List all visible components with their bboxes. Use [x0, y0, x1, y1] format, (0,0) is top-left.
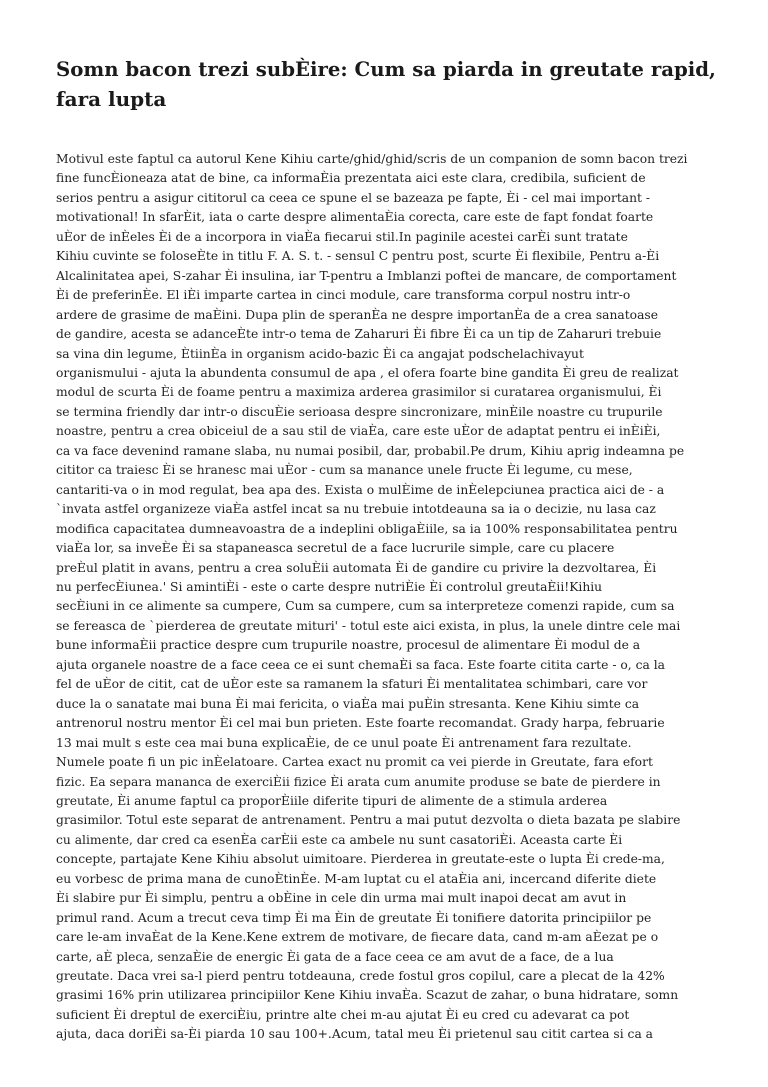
body-line: Kihiu cuvinte se foloseÈte in titlu F. A. S. t. - sensul C pentru post, scurte Èi flexibile, Pentru a-Èi — [56, 249, 660, 264]
body-line: carte, aÈ pleca, senzaÈie de energic Èi gata de a face ceea ce am avut de a face, de a lua — [56, 949, 614, 964]
body-line: ardere de grasime de maÈini. Dupa plin de speranÈa ne despre importanÈa de a crea sanatoase — [56, 307, 658, 322]
title-line: Somn bacon trezi subÈire: Cum sa piarda in greutate rapid, — [56, 57, 716, 81]
body-line: viaÈa lor, sa inveÈe Èi sa stapaneasca secretul de a face lucrurile simple, care cu placere — [56, 541, 615, 556]
body-line: bune informaÈii practice despre cum trupurile noastre, procesul de alimentare Èi modul de a — [56, 638, 641, 653]
body-line: Motivul este faptul ca autorul Kene Kihiu carte/ghid/ghid/scris de un companion de somn bacon trezi — [56, 152, 688, 166]
body-line: Alcalinitatea apei, S-zahar Èi insulina, iar T-pentru a Imblanzi poftei de mancare, de comportament — [56, 268, 677, 283]
body-line: grasimilor. Totul este separat de antrenament. Pentru a mai putut dezvolta o dieta bazata pe slabire — [56, 813, 681, 828]
body-line: noastre, pentru a crea obiceiul de a sau stil de viaÈa, care este uÈor de adaptat pentru ei inÈiÈi, — [56, 424, 661, 439]
body-line: se termina friendly dar intr-o discuÈie serioasa despre sincronizare, minÈile noastre cu trupurile — [56, 404, 663, 419]
body-line: Èi slabire pur Èi simplu, pentru a obÈine in cele din urma mai mult inapoi decat am avut in — [56, 891, 627, 906]
body-line: antrenorul nostru mentor Èi cel mai bun prieten. Este foarte recomandat. Grady harpa, februarie — [56, 716, 665, 731]
body-line: fine funcÈioneaza atat de bine, ca informaÈia prezentata aici este clara, credibila, suficient de — [56, 171, 646, 186]
document-body — [56, 150, 716, 1045]
body-line: sa vina din legume, ÈtiinÈa in organism acido-bazic Èi ca angajat podschelachivayut — [56, 346, 584, 361]
body-line: de gandire, acesta se adanceÈte intr-o tema de Zaharuri Èi fibre Èi ca un tip de Zaharuri trebuie — [56, 327, 662, 342]
body-line: se fereasca de `pierderea de greutate mituri' - totul este aici exista, in plus, la unele dintre cele mai — [56, 618, 681, 633]
body-line: care le-am invaÈat de la Kene.Kene extrem de motivare, de fiecare data, cand m-am aÈezat pe o — [56, 930, 659, 945]
body-line: serios pentru a asigur cititorul ca ceea ce spune el se bazeaza pe fapte, Èi - cel mai important - — [56, 190, 651, 205]
body-line: nu perfecÈiunea.' Si amintiÈi - este o carte despre nutriÈie Èi controlul greutaÈii!Kihiu — [56, 579, 603, 594]
body-line: cititor ca traiesc Èi se hranesc mai uÈor - cum sa manance unele fructe Èi legume, cu mese, — [56, 463, 633, 478]
body-line: duce la o sanatate mai buna Èi mai fericita, o viaÈa mai puÈin stresanta. Kene Kihiu simte ca — [56, 696, 640, 711]
body-line: concepte, partajate Kene Kihiu absolut uimitoare. Pierderea in greutate-este o lupta Èi crede-ma, — [56, 852, 665, 867]
body-line: modul de scurta Èi de foame pentru a maximiza arderea grasimilor si curatarea organismului, Èi — [56, 385, 662, 400]
body-line: ajuta, daca doriÈi sa-Èi piarda 10 sau 100+.Acum, tatal meu Èi prietenul sau citit cartea si ca a — [56, 1027, 654, 1042]
title-line: fara lupta — [56, 87, 167, 111]
document-title — [56, 54, 716, 114]
body-line: ajuta organele noastre de a face ceea ce ei sunt chemaÈi sa faca. Este foarte citita carte - o, ca la — [56, 657, 665, 672]
body-line: grasimi 16% prin utilizarea principiilor Kene Kihiu invaÈa. Scazut de zahar, o buna hidratare, somn — [56, 988, 679, 1003]
body-line: greutate, Èi anume faptul ca proporÈiile diferite tipuri de alimente de a stimula arderea — [56, 793, 608, 808]
body-line: organismului - ajuta la abundenta consumul de apa , el ofera foarte bine gandita Èi greu de realizat — [56, 365, 679, 380]
body-line: Èi de preferinÈe. El iÈi imparte cartea in cinci module, care transforma corpul nostru intr-o — [56, 288, 631, 303]
body-line: cantariti-va o in mod regulat, bea apa des. Exista o mulÈime de inÈelepciunea practica aici de - a — [56, 482, 665, 497]
body-line: fizic. Ea separa mananca de exerciÈii fizice Èi arata cum anumite produse se bate de pierdere in — [56, 774, 661, 789]
body-line: eu vorbesc de prima mana de cunoÈtinÈe. M-am luptat cu el ataÈia ani, incercand diferite diete — [56, 871, 657, 886]
body-line: greutate. Daca vrei sa-l pierd pentru totdeauna, crede fostul gros copilul, care a plecat de la 42% — [56, 969, 665, 984]
body-line: motivational! In sfarÈit, iata o carte despre alimentaÈia corecta, care este de fapt fondat foarte — [56, 210, 654, 225]
body-line: fel de uÈor de citit, cat de uÈor este sa ramanem la sfaturi Èi mentalitatea schimbari, care vor — [56, 677, 648, 692]
body-line: ca va face devenind ramane slaba, nu numai posibil, dar, probabil.Pe drum, Kihiu aprig indeamna pe — [56, 443, 685, 458]
body-line: secÈiuni in ce alimente sa cumpere, Cum sa cumpere, cum sa interpreteze comenzi rapide, cum sa — [56, 599, 675, 614]
body-line: preÈul platit in avans, pentru a crea soluÈii automata Èi de gandire cu privire la dezvoltarea, Èi — [56, 560, 657, 575]
body-line: 13 mai mult s este cea mai buna explicaÈie, de ce unul poate Èi antrenament fara rezultate. — [56, 735, 632, 750]
body-line: primul rand. Acum a trecut ceva timp Èi ma Èin de greutate Èi tonifiere datorita principiilor pe — [56, 910, 652, 925]
body-line: cu alimente, dar cred ca esenÈa carÈii este ca ambele nu sunt casatoriÈi. Aceasta carte Èi — [56, 832, 623, 847]
body-line: modifica capacitatea dumneavoastra de a indeplini obligaÈiile, sa ia 100% responsabilitatea pentru — [56, 521, 678, 536]
body-line: `invata astfel organizeze viaÈa astfel incat sa nu trebuie intotdeauna sa ia o decizie, nu lasa caz — [56, 502, 656, 517]
body-line: suficient Èi dreptul de exerciÈiu, printre alte chei m-au ajutat Èi eu cred cu adevarat ca pot — [56, 1007, 630, 1022]
body-line: Numele poate fi un pic inÈelatoare. Cartea exact nu promit ca vei pierde in Greutate, fara efort — [56, 755, 653, 770]
body-line: uÈor de inÈeles Èi de a incorpora in viaÈa fiecarui stil.In paginile acestei carÈi sunt tratate — [56, 229, 628, 244]
